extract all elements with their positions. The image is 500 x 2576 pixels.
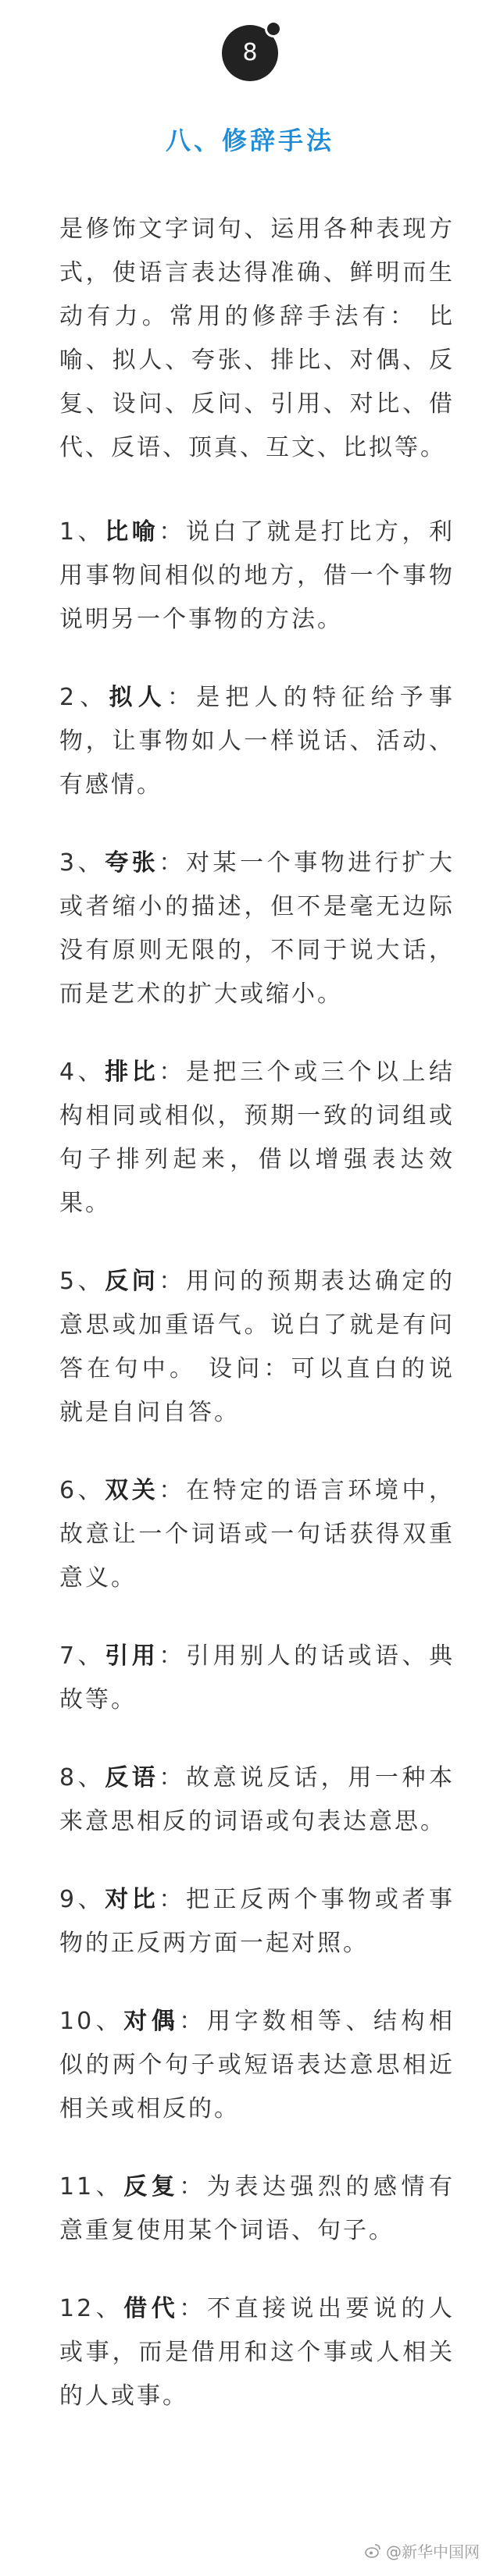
item-term: 反语 bbox=[105, 1764, 159, 1791]
section-title: 八、修辞手法 bbox=[165, 126, 334, 155]
item-term: 对比 bbox=[105, 1886, 159, 1913]
item-separator: ： bbox=[179, 2008, 207, 2035]
item-term: 引用 bbox=[105, 1642, 159, 1670]
badge-dot-icon bbox=[265, 20, 282, 37]
item-text: 说白了就是打比方，利用事物间相似的地方，借一个事物说明另一个事物的方法。 bbox=[59, 518, 455, 633]
item-separator: ： bbox=[159, 849, 186, 877]
list-item bbox=[59, 2287, 455, 2418]
item-number: 7、 bbox=[59, 1642, 105, 1670]
item-term: 比喻 bbox=[105, 518, 159, 546]
item-number: 2、 bbox=[59, 684, 109, 711]
section-number-badge bbox=[0, 20, 500, 80]
item-text: 用问的预期表达确定的意思或加重语气。说白了就是有问答在句中。 设问：可以直白的说就是自问自答。 bbox=[59, 1268, 455, 1426]
item-text: 把正反两个事物或者事物的正反两方面一起对照。 bbox=[59, 1886, 455, 1957]
list-item bbox=[59, 1878, 455, 1966]
item-text: 不直接说出要说的人或事，而是借用和这个事或人相关的人或事。 bbox=[59, 2295, 455, 2410]
item-term: 借代 bbox=[123, 2295, 180, 2322]
item-number: 3、 bbox=[59, 849, 105, 877]
item-separator: ： bbox=[159, 1642, 186, 1670]
item-text: 对某一个事物进行扩大或者缩小的描述，但不是毫无边际没有原则无限的，不同于说大话，而是艺术的扩大或缩小。 bbox=[59, 849, 455, 1008]
item-number: 4、 bbox=[59, 1059, 105, 1086]
list-item bbox=[59, 1635, 455, 1722]
item-separator: ： bbox=[179, 2295, 207, 2322]
list-item bbox=[59, 1260, 455, 1435]
item-term: 双关 bbox=[105, 1477, 159, 1504]
list-item bbox=[59, 511, 455, 642]
list-item bbox=[59, 841, 455, 1016]
item-separator: ： bbox=[159, 1268, 186, 1295]
item-term: 对偶 bbox=[123, 2008, 180, 2035]
item-separator: ： bbox=[159, 1477, 186, 1504]
item-term: 排比 bbox=[105, 1059, 159, 1086]
item-separator: ： bbox=[167, 684, 197, 711]
item-separator: ： bbox=[159, 518, 186, 546]
list-item bbox=[59, 1051, 455, 1226]
article-body bbox=[59, 208, 455, 2453]
item-text: 是把三个或三个以上结构相同或相似，预期一致的词组或句子排列起来，借以增强表达效果。 bbox=[59, 1059, 455, 1217]
item-number: 1、 bbox=[59, 518, 105, 546]
item-number: 10、 bbox=[59, 2008, 124, 2035]
item-separator: ： bbox=[159, 1764, 186, 1791]
item-separator: ： bbox=[179, 2173, 207, 2201]
item-separator: ： bbox=[159, 1886, 186, 1913]
item-text: 用字数相等、结构相似的两个句子或短语表达意思相近相关或相反的。 bbox=[59, 2008, 455, 2122]
list-item bbox=[59, 676, 455, 807]
item-term: 反问 bbox=[105, 1268, 159, 1295]
item-number: 9、 bbox=[59, 1886, 105, 1913]
item-term: 拟人 bbox=[109, 684, 167, 711]
item-number: 11、 bbox=[59, 2173, 124, 2201]
item-number: 5、 bbox=[59, 1268, 105, 1295]
item-term: 夸张 bbox=[105, 849, 159, 877]
item-text: 为表达强烈的感情有意重复使用某个词语、句子。 bbox=[59, 2173, 455, 2244]
watermark-text: @新华中国网 bbox=[386, 2542, 480, 2561]
intro-paragraph: 是修饰文字词句、运用各种表现方式，使语言表达得准确、鲜明而生动有力。常用的修辞手法有： 比喻、拟人、夸张、排比、对偶、反复、设问、反问、引用、对比、借代、反语、顶真、互文、比拟等。 bbox=[59, 215, 455, 461]
watermark bbox=[364, 2539, 480, 2562]
item-separator: ： bbox=[159, 1059, 186, 1086]
weibo-icon bbox=[364, 2542, 381, 2560]
item-number: 8、 bbox=[59, 1764, 105, 1791]
item-text: 故意说反话，用一种本来意思相反的词语或句表达意思。 bbox=[59, 1764, 455, 1835]
item-text: 在特定的语言环境中，故意让一个词语或一句话获得双重意义。 bbox=[59, 1477, 455, 1592]
badge-number: 8 bbox=[242, 39, 258, 66]
item-term: 反复 bbox=[123, 2173, 180, 2201]
item-number: 6、 bbox=[59, 1477, 105, 1504]
item-number: 12、 bbox=[59, 2295, 124, 2322]
list-item bbox=[59, 1756, 455, 1844]
list-item bbox=[59, 1469, 455, 1600]
item-text: 引用别人的话或语、典故等。 bbox=[59, 1642, 455, 1713]
list-item bbox=[59, 2165, 455, 2253]
list-item bbox=[59, 2000, 455, 2131]
item-text: 是把人的特征给予事物，让事物如人一样说话、活动、有感情。 bbox=[59, 684, 455, 799]
